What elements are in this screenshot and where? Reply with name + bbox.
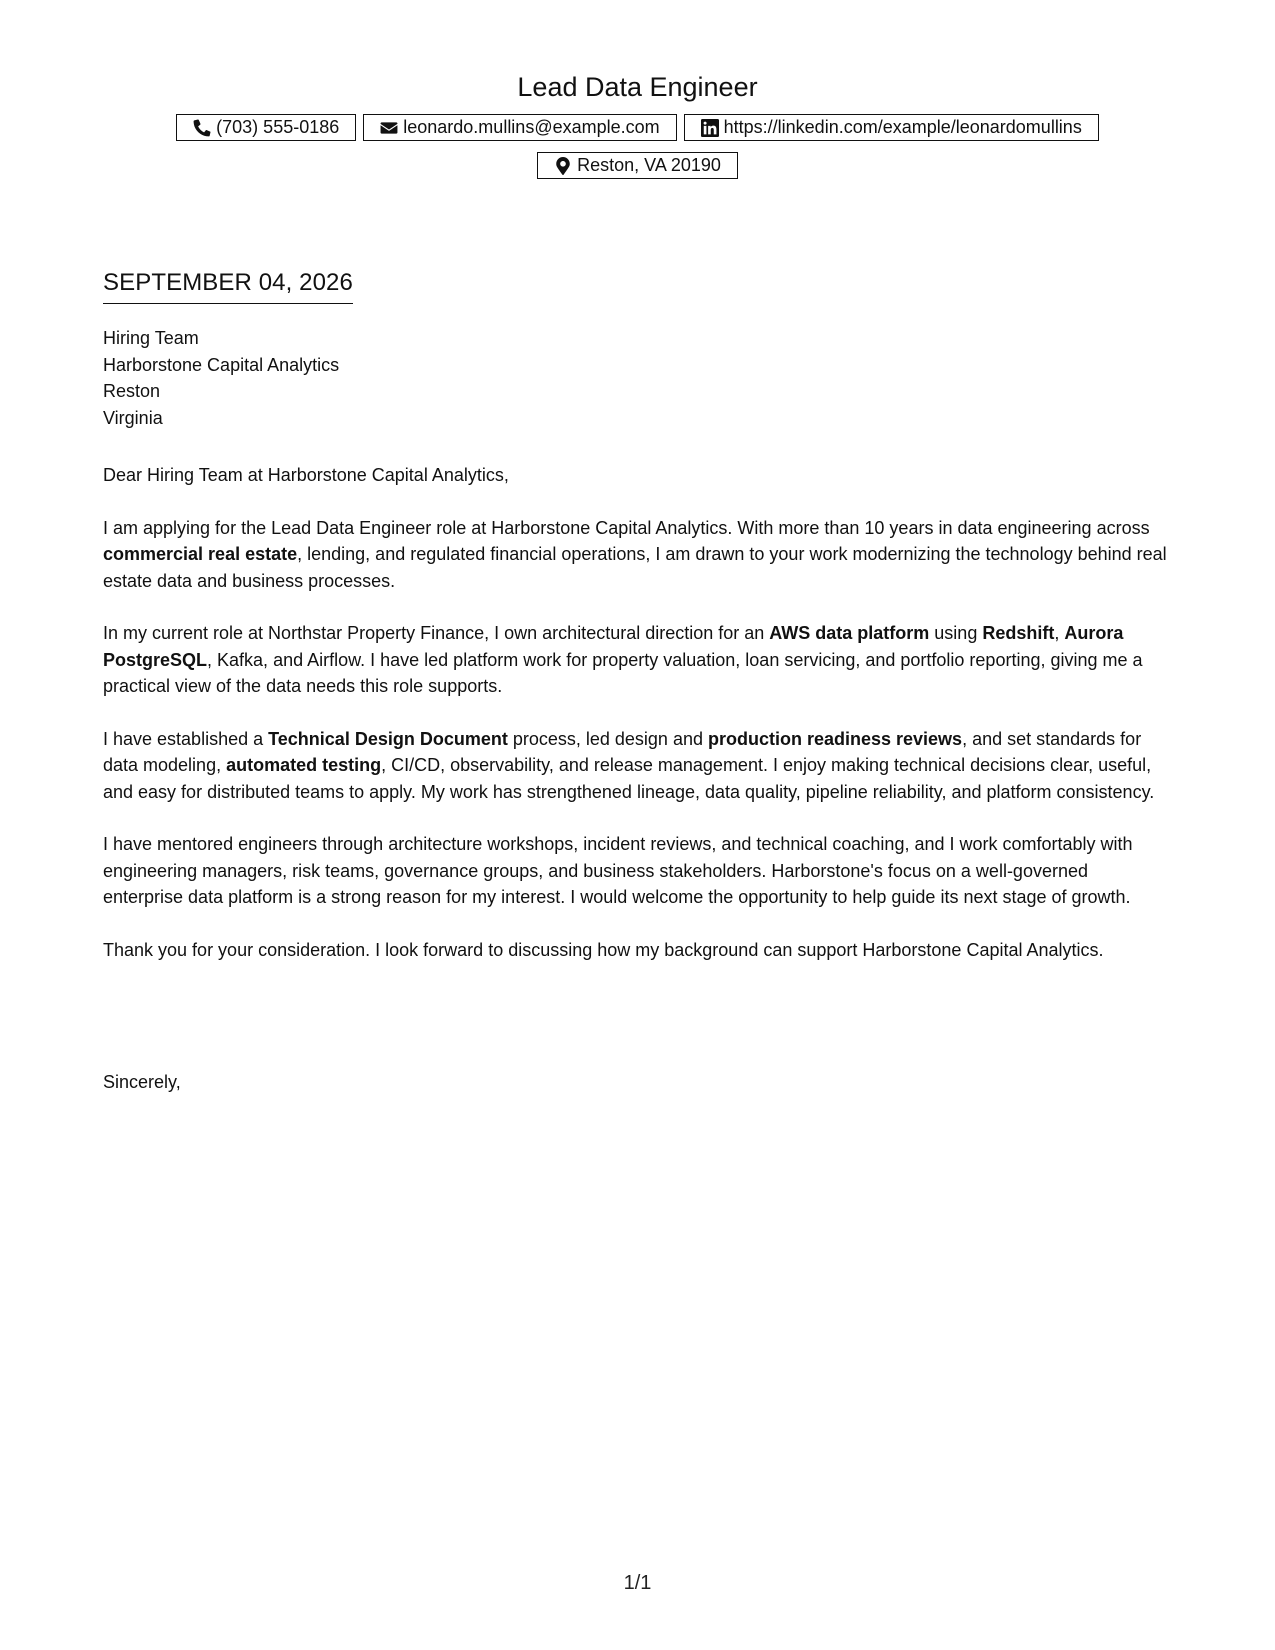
location-chip	[537, 152, 738, 179]
paragraph-standards	[103, 726, 1173, 806]
linkedin-icon	[701, 119, 719, 137]
recipient-block	[103, 325, 339, 431]
text-run: , and set standards for data modeling,	[103, 728, 1142, 775]
text-run: In my current role at Northstar Property Finance, I own architectural direction for an	[103, 623, 770, 643]
recipient-city: Reston	[103, 381, 161, 401]
letter-body	[103, 462, 1173, 989]
map-marker-icon	[554, 157, 572, 175]
text-run: using	[929, 623, 983, 643]
page-number: 1/1	[623, 1572, 652, 1594]
phone-icon	[193, 119, 211, 137]
text-run: , Kafka, and Airflow. I have led platform work for property valuation, loan servicing, and portfolio reporting, giving me a practical view of the data needs this role supports.	[103, 649, 1143, 696]
bold-phrase: Technical Design Document	[268, 728, 508, 749]
paragraph-intro	[103, 515, 1173, 595]
letter-date: SEPTEMBER 04, 2026	[103, 268, 353, 304]
bold-phrase: AWS data platform	[769, 623, 930, 643]
contact-row	[0, 114, 1275, 141]
email-text: leonardo.mullins@example.com	[403, 117, 660, 137]
linkedin-chip	[684, 114, 1099, 141]
paragraph-thanks: Thank you for your consideration. I look forward to discussing how my background can support Harborstone Capital Analytics.	[103, 939, 1104, 960]
bold-phrase: automated testing	[226, 755, 382, 775]
text-run: ,	[1054, 623, 1065, 643]
bold-phrase: Redshift	[982, 623, 1055, 643]
bold-phrase: production readiness reviews	[707, 728, 963, 749]
applicant-title: Lead Data Engineer	[517, 72, 758, 102]
linkedin-text: https://linkedin.com/example/leonardomullins	[723, 117, 1082, 137]
bold-phrase: Aurora PostgreSQL	[103, 623, 1124, 670]
paragraph-current-role	[103, 620, 1173, 700]
closing: Sincerely,	[103, 1072, 181, 1092]
text-run: , lending, and regulated financial operations, I am drawn to your work modernizing the technology behind real estate data and business processes.	[103, 544, 1167, 591]
text-run: I have established a	[103, 728, 269, 749]
recipient-state: Virginia	[103, 407, 163, 428]
text-run: I am applying for the Lead Data Engineer role at Harborstone Capital Analytics. With more than 10 years in data engineering across	[103, 517, 1150, 538]
email-chip	[363, 114, 676, 141]
envelope-icon	[380, 119, 398, 137]
phone-chip	[176, 114, 356, 141]
text-run: process, led design and	[507, 728, 708, 749]
salutation: Dear Hiring Team at Harborstone Capital Analytics,	[103, 465, 509, 485]
phone-text: (703) 555-0186	[216, 117, 340, 137]
text-run: , CI/CD, observability, and release management. I enjoy making technical decisions clear, useful, and easy for distributed teams to apply. My work has strengthened lineage, data quality, pipeline reliability, and platform consistency.	[103, 755, 1155, 802]
location-text: Reston, VA 20190	[577, 155, 721, 175]
bold-phrase: commercial real estate	[103, 544, 298, 564]
recipient-company: Harborstone Capital Analytics	[103, 354, 340, 375]
contact-row-location	[0, 152, 1275, 179]
paragraph-mentoring: I have mentored engineers through architecture workshops, incident reviews, and technical coaching, and I work comfortably with engineering managers, risk teams, governance groups, and business stakeholders. Harborstone's focus on a well-governed enterprise data platform is a strong reason for my interest. I would welcome the opportunity to help guide its next stage of growth.	[103, 834, 1133, 907]
recipient-line: Hiring Team	[103, 328, 199, 348]
